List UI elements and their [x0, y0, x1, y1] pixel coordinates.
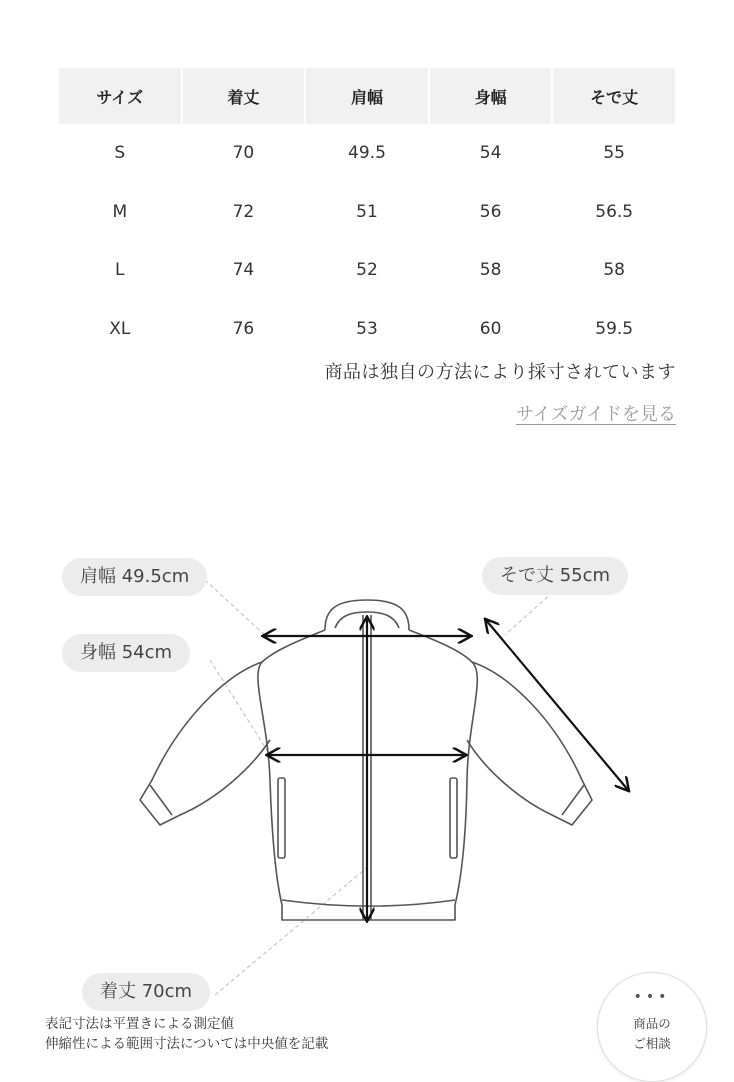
- product-consult-button[interactable]: [597, 972, 707, 1082]
- table-cell: 56: [479, 201, 502, 222]
- table-cell: 74: [232, 260, 255, 281]
- size-guide-link[interactable]: サイズガイドを見る: [515, 404, 676, 425]
- consult-label: [598, 1014, 706, 1054]
- table-cell: 70: [232, 143, 255, 164]
- table-cell: 49.5: [348, 143, 386, 164]
- consult-label-line: 商品の: [633, 1016, 671, 1031]
- more-dots-icon: •••: [633, 989, 671, 1005]
- table-cell: 55: [603, 143, 625, 164]
- table-cell: 76: [232, 319, 255, 340]
- table-cell: 54: [479, 143, 502, 164]
- table-cell: 56.5: [595, 201, 634, 222]
- table-cell: 53: [356, 319, 378, 340]
- table-cell: 72: [232, 201, 255, 222]
- table-cell: 51: [356, 201, 378, 222]
- sleeve-arrow: [486, 620, 628, 790]
- footnote: [45, 1014, 328, 1054]
- consult-label-line: ご相談: [633, 1036, 671, 1051]
- footnote-line: 表記寸法は平置きによる測定値: [45, 1016, 234, 1032]
- table-cell: S: [114, 143, 126, 164]
- table-cell: 58: [603, 260, 625, 281]
- table-cell: M: [112, 201, 128, 222]
- leader-lines: [205, 580, 553, 995]
- table-cell: 52: [356, 260, 378, 281]
- measure-note: 商品は独自の方法により採寸されています: [324, 362, 676, 383]
- header-body-width: 身幅: [430, 68, 552, 124]
- table-cell: L: [115, 260, 125, 281]
- sleeve-label: そで丈 55cm: [482, 557, 628, 595]
- shoulder-label: 肩幅 49.5cm: [62, 558, 207, 596]
- table-cell: 58: [479, 260, 502, 281]
- footnote-line: 伸縮性による範囲寸法については中央値を記載: [45, 1036, 329, 1052]
- measurement-arrows: [264, 618, 628, 920]
- body-width-label: 身幅 54cm: [62, 634, 190, 672]
- table-cell: 60: [479, 319, 502, 340]
- header-length: 着丈: [183, 68, 305, 124]
- table-cell: 59.5: [595, 319, 634, 340]
- header-size: サイズ: [59, 68, 181, 124]
- header-shoulder: 肩幅: [306, 68, 428, 124]
- header-sleeve: そで丈: [553, 68, 675, 124]
- table-cell: XL: [109, 319, 131, 340]
- length-label: 着丈 70cm: [82, 973, 210, 1011]
